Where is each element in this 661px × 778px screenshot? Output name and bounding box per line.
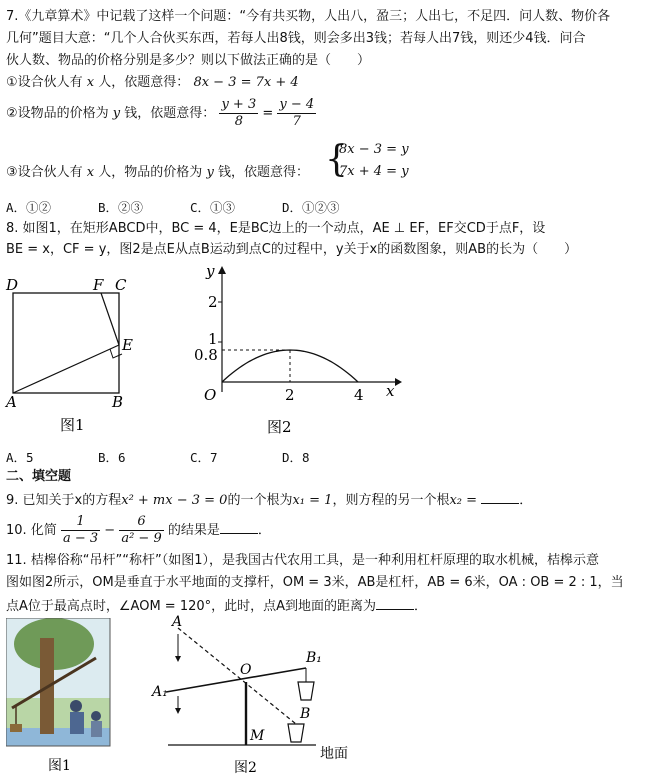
label-b1: B₁ bbox=[306, 650, 322, 666]
tick-label-x4: 4 bbox=[354, 386, 364, 404]
q11-line1: 11. 桔槔俗称“吊杆”“称杆”（如图1），是我国古代农用工具，是一种利用杠杆原理的取水机械，桔槔示意 bbox=[6, 553, 600, 568]
label-b: B bbox=[112, 393, 124, 411]
q7-line1: 7.《九章算术》中记载了这样一个问题：“今有共买物，人出八，盈三；人出七，不足四．问人数、物价各 bbox=[6, 9, 611, 24]
label-c: C bbox=[115, 276, 127, 294]
system-line1: 8x − 3 = y bbox=[339, 142, 409, 157]
q8-option-d: D．8 bbox=[282, 450, 310, 465]
q11-figure1-caption: 图1 bbox=[48, 758, 71, 774]
q8-line1: 8. 如图1，在矩形ABCD中，BC = 4，E是BC边上的一个动点，AE ⊥ EF，EF交CD于点F，设 bbox=[6, 221, 546, 236]
label-x: x bbox=[386, 382, 395, 400]
fraction-denominator: 7 bbox=[292, 114, 301, 129]
label-d: D bbox=[6, 276, 19, 294]
q7-s3-text: ③设合伙人有 bbox=[6, 165, 83, 180]
label-f: F bbox=[93, 276, 104, 294]
fraction-numerator: y + 3 bbox=[221, 97, 257, 112]
q9-end: ． bbox=[519, 493, 533, 508]
bucket-b1 bbox=[298, 682, 314, 700]
q7-s3-text3: 钱，依题意得： bbox=[217, 165, 309, 180]
tick-label-x2: 2 bbox=[285, 386, 295, 404]
q9-pre: 9. 已知关于x的方程 bbox=[6, 493, 122, 508]
q7-equation-system bbox=[325, 139, 435, 182]
q7-statement3 bbox=[6, 164, 309, 182]
q7-s2-var: y bbox=[112, 106, 121, 121]
parabola-curve bbox=[222, 350, 358, 382]
q7-s1-var: x bbox=[86, 75, 95, 90]
label-o: O bbox=[240, 662, 252, 678]
q7-statement2 bbox=[6, 96, 316, 132]
figure1-caption: 图1 bbox=[60, 416, 85, 434]
label-a1: A₁ bbox=[152, 684, 168, 700]
bucket bbox=[10, 724, 22, 732]
q11-answer-blank bbox=[376, 596, 414, 610]
section-heading: 二、填空题 bbox=[6, 469, 72, 484]
q11-line2: 图如图2所示，OM是垂直于水平地面的支撑杆，OM = 3米，AB是杠杆，AB = 6米，OA : OB = 2 : 1，当 bbox=[6, 575, 624, 590]
q8-line2: BE = x，CF = y，图2是点E从点B运动到点C的过程中，y关于x的函数图象，则AB的长为（ ） bbox=[6, 242, 578, 257]
q9-post: ，则方程的另一个根 bbox=[332, 493, 450, 508]
fraction-numerator: 1 bbox=[61, 514, 100, 531]
tick-label-y2: 2 bbox=[208, 293, 218, 311]
q7-statement1 bbox=[6, 74, 299, 92]
person2-body bbox=[91, 721, 102, 737]
label-e: E bbox=[122, 336, 133, 354]
fraction-numerator: y − 4 bbox=[279, 97, 315, 112]
q10-minus: − bbox=[104, 523, 116, 538]
q11-end: ． bbox=[414, 599, 428, 614]
x-axis-arrow bbox=[395, 378, 402, 386]
tick-label-y08: 0.8 bbox=[194, 346, 218, 364]
figure2-caption: 图2 bbox=[267, 418, 292, 436]
segment-ae bbox=[13, 345, 119, 393]
q11-line3: 点A位于最高点时，∠AOM = 120°，此时，点A到地面的距离为 bbox=[6, 599, 377, 614]
q8-figure2 bbox=[190, 262, 410, 440]
fraction-numerator: 6 bbox=[119, 514, 163, 531]
label-origin: O bbox=[204, 386, 217, 404]
q11-figure2-caption: 图2 bbox=[234, 760, 257, 776]
arrow-a1-head bbox=[175, 708, 181, 714]
label-y: y bbox=[206, 262, 215, 280]
bucket-b bbox=[288, 724, 304, 742]
q7-s1-text: ①设合伙人有 bbox=[6, 75, 83, 90]
q7-option-d: D．①②③ bbox=[282, 200, 340, 215]
q7-s2-equals: = bbox=[262, 106, 274, 121]
q7-option-b: B．②③ bbox=[98, 200, 144, 215]
q7-line3: 伙人数、物品的价格分别是多少？则以下做法正确的是（ ） bbox=[6, 53, 371, 68]
q9-root1: x₁ = 1 bbox=[292, 493, 333, 508]
tick-label-y1: 1 bbox=[208, 330, 218, 348]
lever-a1b1 bbox=[166, 668, 306, 692]
system-line2: 7x + 4 = y bbox=[339, 164, 409, 179]
q7-options bbox=[6, 198, 374, 216]
y-axis-arrow bbox=[218, 266, 226, 274]
label-a: A bbox=[6, 393, 17, 411]
q7-s3-var-x: x bbox=[86, 165, 95, 180]
q11-figure1-illustration bbox=[6, 618, 114, 778]
fraction-denominator: a − 3 bbox=[62, 531, 99, 546]
q7-s3-var-y: y bbox=[206, 165, 214, 180]
q10-fraction2 bbox=[119, 514, 163, 547]
q7-s1-text2: 人，依题意得： bbox=[98, 75, 190, 90]
q9-mid: 的一个根为 bbox=[227, 493, 293, 508]
q8-option-b: B．6 bbox=[98, 450, 126, 465]
q10-post: 的结果是 bbox=[167, 523, 220, 538]
q10-end: ． bbox=[257, 523, 271, 538]
q10-answer-blank bbox=[220, 520, 258, 534]
q7-s2-text2: 钱，依题意得： bbox=[124, 106, 216, 121]
label-b: B bbox=[300, 706, 311, 722]
label-ground: 地面 bbox=[320, 746, 348, 762]
q8-options bbox=[6, 448, 374, 466]
q9-line bbox=[6, 490, 532, 510]
q10-line bbox=[6, 512, 271, 550]
right-angle-mark bbox=[110, 349, 122, 358]
label-m: M bbox=[250, 728, 265, 744]
q7-s2-text: ②设物品的价格为 bbox=[6, 106, 109, 121]
q9-equation: x² + mx − 3 = 0 bbox=[121, 493, 228, 508]
fraction-denominator: 8 bbox=[234, 114, 243, 129]
person-head bbox=[70, 700, 82, 712]
q7-line2: 几何”题目大意：“几个人合伙买东西，若每人出8钱，则会多出3钱；若每人出7钱，则还少4钱．问合 bbox=[6, 31, 586, 46]
rectangle-abcd bbox=[13, 293, 119, 393]
segment-ef bbox=[101, 293, 119, 345]
q11-figure2 bbox=[150, 612, 370, 778]
q8-option-a: A．5 bbox=[6, 450, 34, 465]
q7-s2-fraction-left bbox=[219, 97, 258, 130]
q10-fraction1 bbox=[61, 514, 100, 547]
q7-s2-fraction-right bbox=[277, 97, 316, 130]
q7-option-a: A．①② bbox=[6, 200, 52, 215]
fraction-denominator: a² − 9 bbox=[121, 531, 162, 546]
person2-head bbox=[91, 711, 101, 721]
brace-glyph: { bbox=[325, 139, 348, 180]
person-body bbox=[70, 712, 84, 734]
arrow-a-head bbox=[175, 656, 181, 662]
q9-answer-blank bbox=[481, 490, 519, 504]
q7-s1-equation: 8x − 3 = 7x + 4 bbox=[193, 75, 299, 90]
q8-figure1 bbox=[0, 268, 150, 438]
label-a: A bbox=[172, 614, 183, 630]
q7-s3-text2: 人，物品的价格为 bbox=[98, 165, 203, 180]
q9-root2: x₂ = bbox=[449, 493, 478, 508]
q8-option-c: C．7 bbox=[190, 450, 218, 465]
q10-pre: 10. 化简 bbox=[6, 523, 57, 538]
lever-ab-dashed bbox=[178, 628, 296, 724]
q7-option-c: C．①③ bbox=[190, 200, 236, 215]
